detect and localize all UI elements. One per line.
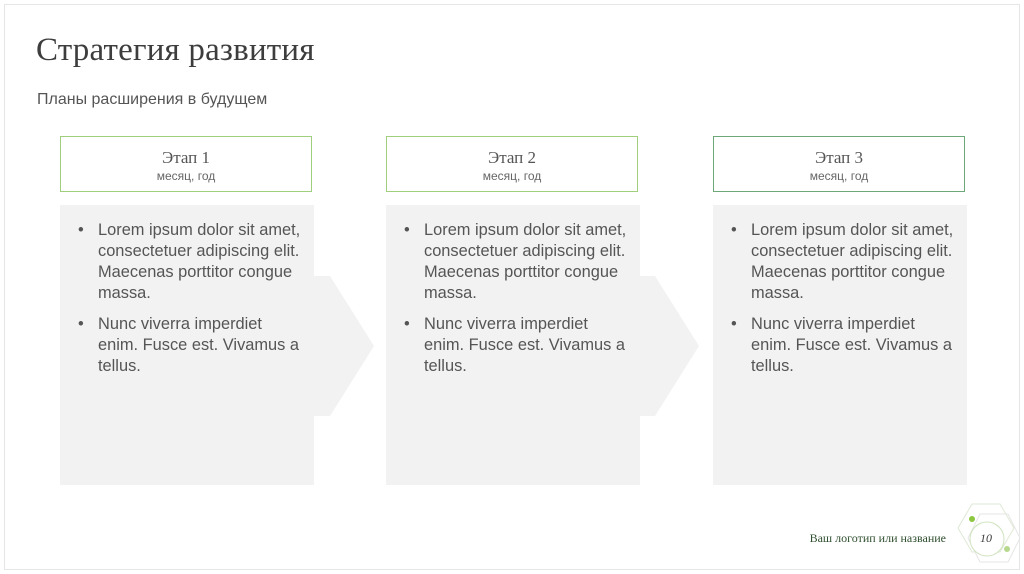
stage-2-date: месяц, год xyxy=(482,169,542,183)
footer-brand: Ваш логотип или название xyxy=(809,531,946,545)
bullet-list xyxy=(60,205,314,377)
stage-1-header xyxy=(60,136,312,192)
bullet-text: Lorem ipsum dolor sit amet, consectetuer adipiscing elit. Maecenas porttitor congue massa. xyxy=(424,221,627,302)
stage-1-date: месяц, год xyxy=(156,169,216,183)
list-item xyxy=(731,220,955,304)
list-item xyxy=(404,314,628,377)
slide-subtitle: Планы расширения в будущем xyxy=(37,91,268,108)
list-item xyxy=(78,314,302,377)
page-number: 10 xyxy=(980,531,992,545)
stage-2-header xyxy=(386,136,638,192)
bullet-text: Nunc viverra imperdiet enim. Fusce est. Vivamus a tellus. xyxy=(751,315,953,375)
stage-3-name: Этап 3 xyxy=(814,148,864,167)
slide-title: Стратегия развития xyxy=(36,32,315,68)
list-item xyxy=(731,314,955,377)
stage-3-card xyxy=(713,205,967,485)
bullet-text: Lorem ipsum dolor sit amet, consectetuer adipiscing elit. Maecenas porttitor congue massa. xyxy=(751,221,954,302)
chevron-arrow-icon xyxy=(637,276,701,416)
bullet-list xyxy=(713,205,967,377)
bullet-icon: • xyxy=(404,221,410,239)
chevron-arrow-icon xyxy=(312,276,376,416)
bullet-icon: • xyxy=(731,315,737,333)
stage-3-date: месяц, год xyxy=(809,169,869,183)
stage-2-card xyxy=(386,205,640,485)
bullet-text: Nunc viverra imperdiet enim. Fusce est. Vivamus a tellus. xyxy=(98,315,300,375)
bullet-icon: • xyxy=(78,221,84,239)
stage-2-name: Этап 2 xyxy=(487,148,537,167)
bullet-list xyxy=(386,205,640,377)
stage-3-header xyxy=(713,136,965,192)
bullet-icon: • xyxy=(731,221,737,239)
stage-1-name: Этап 1 xyxy=(161,148,211,167)
bullet-icon: • xyxy=(404,315,410,333)
list-item xyxy=(78,220,302,304)
bullet-icon: • xyxy=(78,315,84,333)
bullet-text: Nunc viverra imperdiet enim. Fusce est. Vivamus a tellus. xyxy=(424,315,626,375)
bullet-text: Lorem ipsum dolor sit amet, consectetuer adipiscing elit. Maecenas porttitor congue massa. xyxy=(98,221,301,302)
stage-1-card xyxy=(60,205,314,485)
list-item xyxy=(404,220,628,304)
